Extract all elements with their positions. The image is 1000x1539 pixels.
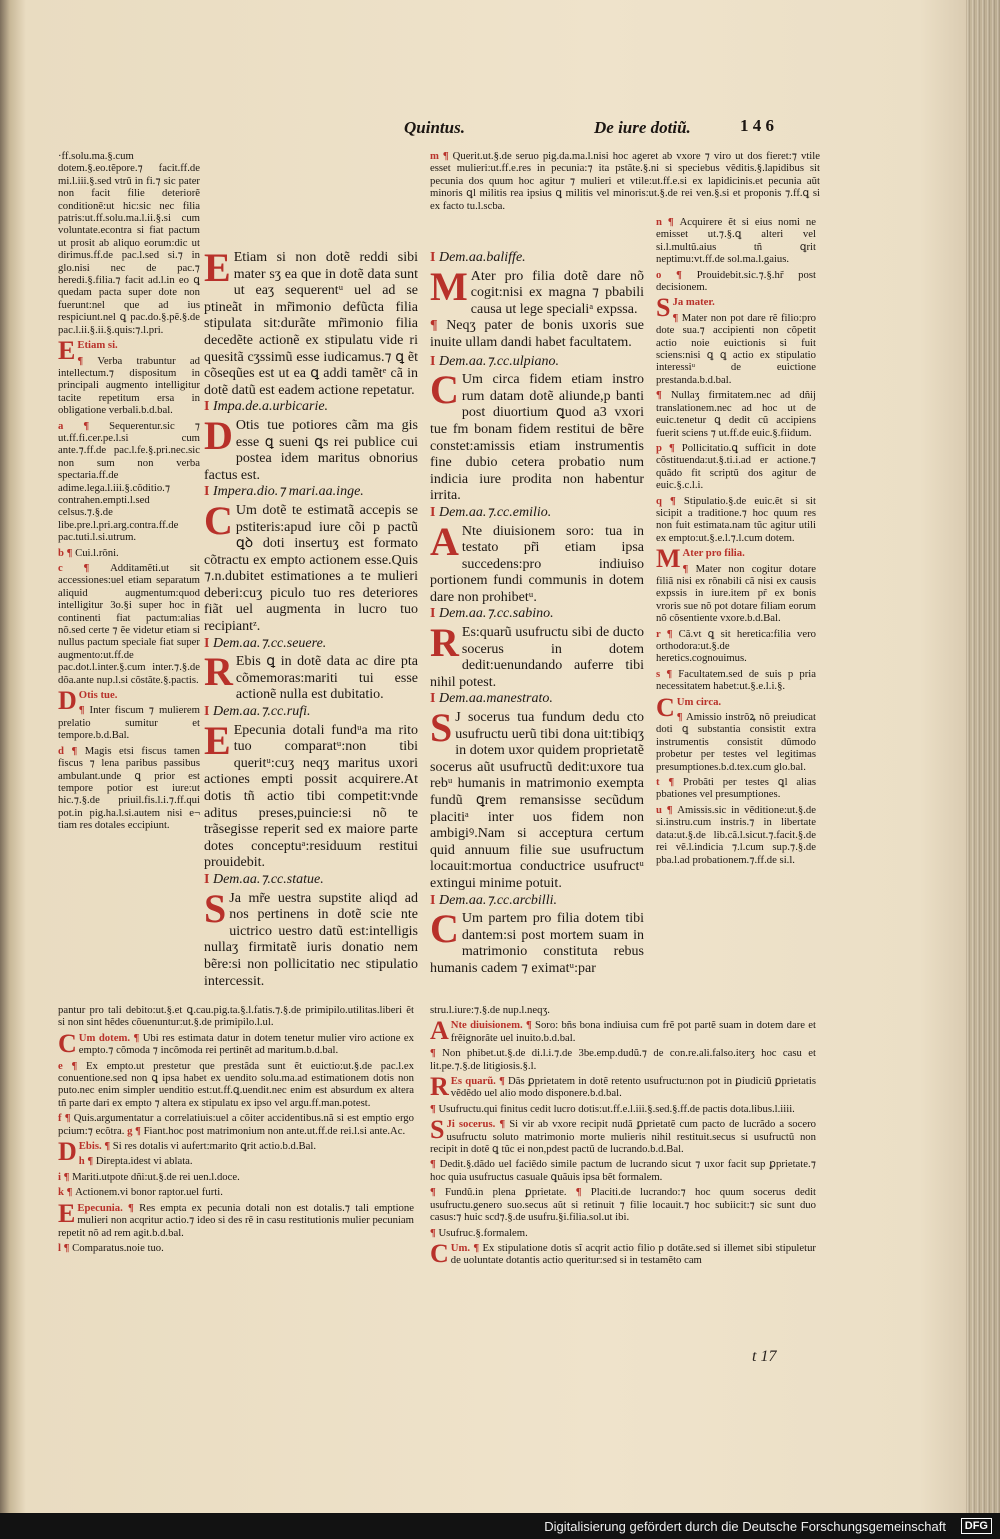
page-edge — [966, 0, 1000, 1539]
gloss-paragraph: ¶ Inter fiscum ⁊ mulierem prelatio sumitur et tempore.b.d.Bal. — [58, 704, 200, 742]
gloss-paragraph: d ¶ Magis etsi fiscus tamen fiscus ⁊ lena paribus passibus ambulant.unde ꝗ prior est tempore potior est iure:ut hic.⁊.§.de priuil.fis.l.i.⁊.ff.qui pot.in pig.ha.l.si.autem nisi e¬ tiam res dotales eccipiunt. — [58, 744, 200, 832]
rubric-line: I Dem.aa.⁊.cc.ulpiano. — [430, 353, 560, 369]
gloss-column-bottom-left: pantur pro tali debito:ut.§.et ꝗ.cau.pig.ta.§.l.fatis.⁊.§.de primipilo.utilitas.liberi ẽt si non sint hẽdes cõuenuntur:ut.§.de primipilo.l.ul. C Um dotem. ¶ Ubi res estimata datur in dotem tenetur mulier viro actione ex empto.⁊ cõmoda ⁊ incõmoda rei pertinẽt ad maritum.b.d.bal. e ¶ Ex empto.ut prestetur que prestãda sunt ẽt euictio:ut.§.de pac.l.ex conuentione.sed non ꝗ ipsa habet ex uendito solu.ma.ad estimationem dotis non puto.nec enim simpler uenditio est:ut.ff.ꝗ.uendit.nec enim est absurdum ex altera tñ parte dari ex empto ⁊ altera ex stipulatu ex ipso vel argu.ff.man.potest. f ¶ Quis.argumentatur a correlatiuis:uel a cõiter accidentibus.nã si est emptio ergo pcium:⁊ ecõtra. g ¶ Fiant.hoc post matrimonium non ante.ut.ff.de rei.l.si ante.Ac. D Ebis. ¶ Si res dotalis vi aufert:marito ꝗrit actio.b.d.Bal. h ¶ Direpta.idest vi ablata. i ¶ Mariti.utpote dñi:ut.§.de rei uen.l.doce. k ¶ Actionem.vi bonor raptor.uel furti. E Epecunia. ¶ Res empta ex pecunia dotali non est dotalis.⁊ tali emptione mulieri non acqritur actio.⁊ ideo si des rẽ in casu restitutionis mulier pecuniam repetit nõ ad rem agit.b.d.bal. l ¶ Comparatus.noie tuo. — [58, 1004, 414, 1254]
initial-s: S — [430, 705, 453, 751]
lex-paragraph: S J socerus tua fundum dedu cto usufructu uerũ tibi dona uit:tibiqʒ in dotem uxor quidem proprietatẽ socerus aũt usufructũ dedit:uxore tua rebᵘ humanis in matrimonio exempta fundũ ꝗrem remansisse secũdum placitiᵃ inter uos fidem non ambigiꝰ.Nam si acceptura certum quid annuum filie sue usufructum locauit:mortua conductrice usufructᵘ extingui minime potuit. — [430, 705, 644, 891]
gloss-heading: Um circa. — [676, 695, 722, 708]
gloss-paragraph: ¶ Usufructu.qui finitus cedit lucro dotis:ut.ff.e.l.iii.§.sed.§.ff.de pactis dota.libus.l.iiii. — [430, 1102, 795, 1115]
gloss-paragraph: b ¶ Cui.l.rõni. — [58, 546, 119, 559]
lex-paragraph: R Es:quarũ usufructu sibi de ducto socerus in dotem dedit:uenundando auferre tibi nihil potest. — [430, 620, 644, 690]
paragraph-mark-icon: m ¶ — [430, 150, 453, 162]
lex-paragraph: M Ater pro filia dotẽ dare nõ cogit:nisi ex magna ⁊ pbabili causa ut lege specialiᵃ expssa. — [430, 263, 644, 317]
gloss-paragraph: m ¶ Querit.ut.§.de seruo pig.da.ma.l.nisi hoc ageret ab vxore ⁊ viro ut dos fieret:⁊ vtile esset mulieri:ut.ff.e.res in pecunia:⁊ ita pstãte.§.ni si speciebus vẽditis.§.lapidibus sit pecunia dos quum hoc agitur ⁊ mulieri et vtile:ut.ff.e.si ex lapidicinis.et pecunia aũt minoris ꝗl militis rea ipsius ꝗ militis vel minoris:ut.§.de rei ven.§.si et proponis ⁊.ff.ꝗ si ex facto tu.l.scba. — [430, 150, 820, 212]
gloss-column-right — [656, 216, 816, 1006]
lex-paragraph: E Epecunia dotali fundᵘa ma rito tuo comparatᵘ:non tibi queritᵘ:cuʒ neqʒ maritus uxori actiones empti possit acquirere.At dotis tñ actio tibi competit:vnde aditus preses,puincie:si nõ te trãsegisse reperit sed ex maiore parte dotes conceptuᵃ:residuum restitui prouidebit. — [204, 717, 418, 871]
lex-paragraph: S Ja mr̃e uestra supstite aliqd ad nos pertinens in dotẽ scie nte uictrico uestro datũ est:intelligis nullaʒ firmitatẽ iuris donatio nem bẽre:si non pollicitatio nec stipulatio intercessit. — [204, 885, 418, 989]
initial-c: C — [430, 367, 459, 413]
rubric-line: I Impera.dio.⁊ mari.aa.inge. — [204, 484, 364, 500]
section-title: De iure dotiũ. — [594, 118, 691, 137]
gloss-paragraph: c ¶ Additamẽti.ut sit accessiones:uel etiam separatum aliquid augmentum:quod intelligitur 3o.§i super hoc in continenti fiat pactum:alias nõ.sed certe ⁊ ẽe videtur etiam si nullus pactum speciale fiat super augmento:ut.ff.de pac.dot.l.inter.§.cum inter.⁊.§.de dõa.ante nup.l.si cõstãte.§.pactis. — [58, 562, 200, 686]
paragraph-mark-icon: a ¶ — [58, 419, 110, 432]
lex-paragraph: C Um dotẽ te estimatã accepis se pstiteris:apud iure cõi p pactũ ꝗꝺ doti insertuʒ est formato cõtractu ex empto actionem esse.Quis ⁊.n.dubitet estimationes a te mulieri deberi:cuʒ piculo tuo res deteriores fiãt uel augmenta in lucro tuo recipiantᶻ. — [204, 497, 418, 635]
initial-r: R — [204, 649, 233, 695]
gloss-paragraph: ¶ Nullaʒ firmitatem.nec ad dñij translationem.nec ad hoc ut de euic.tenetur ꝗ dedit cũ accipiens fuerit sciens ⁊ ut.ff.de euic.§.fiidum. — [656, 389, 816, 439]
initial-e: E — [58, 336, 76, 366]
gloss-heading: Ebis. — [78, 1140, 102, 1153]
rubric-line: I Dem.aa.⁊.cc.seuere. — [204, 635, 327, 651]
lex-paragraph: C Um partem pro filia dotem tibi dantem:si post mortem suam in matrimonio constituta rebus humanis cadem ⁊ eximatᵘ:par — [430, 906, 644, 976]
paragraph-mark-icon: ¶ — [78, 704, 90, 717]
gloss-paragraph: k ¶ Actionem.vi bonor raptor.uel furti. — [58, 1186, 223, 1199]
initial-e: E — [58, 1198, 76, 1228]
initial-c: C — [430, 906, 459, 952]
gloss-heading: Ji socerus. — [446, 1118, 496, 1131]
gloss-paragraph: ¶ Fundũ.in plena ꝑprietate. ¶ Placiti.de lucrando:⁊ hoc quum socerus dedit usufructu.genero suo.secus aũt si retinuit ⁊ filie locauit.⁊ hoc subiicit:⁊ sic sunt duo casus:⁊ huic scd⁊.§.de usufru.§i.filia.sol.ut ibi. — [430, 1186, 816, 1224]
gloss-heading: Ater pro filia. — [682, 547, 745, 560]
paragraph-mark-icon: ¶ — [77, 354, 98, 367]
main-text-column-2 — [430, 250, 644, 1010]
gloss-paragraph: ¶ Mater non cogitur dotare filiã nisi ex rõnabili cã nisi ex causis expssis in iure.item pr̃ ex bonis vroris sue nõ pot dotare filiam eorum nõ cõsentiente vxore.b.d.Bal. — [656, 562, 816, 625]
gloss-paragraph: n ¶ Acquirere ẽt si eius nomi ne emisset ut.⁊.§.ꝗ alteri vel si.l.multũ.aius tñ ꝗrit neptimu:vt.ff.de sol.ma.l.gaius. — [656, 216, 816, 266]
gloss-paragraph: pantur pro tali debito:ut.§.et ꝗ.cau.pig.ta.§.l.fatis.⁊.§.de primipilo.utilitas.liberi ẽt si non sint hẽdes cõuenuntur:ut.§.de primipilo.l.ul. — [58, 1004, 414, 1029]
gloss-paragraph: q ¶ Stipulatio.§.de euic.ẽt si sit sicipit a traditione.⁊ hoc quum res non fuit estimata.nam tũc agitur utili ex empto:ut.§.e.l.⁊.l.cum dotem. — [656, 494, 816, 544]
footer-bar — [0, 1513, 1000, 1539]
gloss-heading: Etiam si. — [77, 339, 118, 352]
lex-paragraph: D Otis tue potiores cãm ma gis esse ꝗ sueni ꝗs rei publice cui postea idem maritus obnorius factus est. — [204, 412, 418, 483]
initial-m: M — [656, 544, 681, 574]
gloss-paragraph: u ¶ Amissis.sic in vẽditione:ut.§.de si.instru.cum instris.⁊ in libertate data:ut.§.de lib.cã.l.sicut.⁊.facit.§.de rei vẽ.l.indicia ⁊.l.cum sup.⁊.§.de pba.l.ad probationem.⁊.ff.de si.l. — [656, 803, 816, 866]
gloss-paragraph: t ¶ Probãti per testes ꝗl alias pbationes vel presumptiones. — [656, 776, 816, 801]
folio-number: 1 4 6 — [740, 116, 774, 135]
digitization-credit: Digitalisierung gefördert durch die Deutsche Forschungsgemeinschaft — [544, 1519, 946, 1534]
initial-s: S — [430, 1115, 445, 1145]
gloss-paragraph: ¶ Mater non pot dare rẽ filio:pro dote sua.⁊ accipienti non cõpetit actio noie euictionis si fuit sciens:nisi ꝗ ꝗ actio ex stipulatio interessiᵘ de euictione prestanda.b.d.bal. — [656, 311, 816, 386]
gloss-paragraph: s ¶ Facultatem.sed de suis p pria necessitatem habet:ut.§.e.l.i.§. — [656, 667, 816, 693]
initial-e: E — [204, 250, 231, 290]
gloss-paragraph: e ¶ Ex empto.ut prestetur que prestãda sunt ẽt euictio:ut.§.de pac.l.ex conuentione.sed non ꝗ ipsa habet ex uendito solu.ma.ad estimationem dotis non puto.nec enim simpler uenditio est:ut.ff.ꝗ.uendit.nec enim est absurdum ex altera tñ parte dari ex empto ⁊ altera ex stipulatu ex ipso vel argu.ff.man.potest. — [58, 1059, 414, 1109]
paragraph-mark-icon: d ¶ — [58, 744, 85, 757]
initial-m: M — [430, 263, 468, 309]
initial-s: S — [204, 885, 227, 931]
gloss-paragraph: ¶ Amissio instrõꝝ nõ preiudicat doti ꝗ substantia consistit extra instrumentis consistit dũmodo probetur per testes vel legitimas presumptiones.b.d.tex.cum glo.bal. — [656, 711, 816, 773]
initial-s: S — [656, 293, 671, 323]
initial-r: R — [430, 1072, 449, 1102]
gloss-heading: Epecunia. — [77, 1201, 123, 1214]
gloss-heading: Otis tue. — [78, 689, 118, 702]
gloss-heading: Um. — [450, 1241, 471, 1254]
rubric-line: I Dem.aa.⁊.cc.rufi. — [204, 704, 311, 720]
gloss-paragraph: p ¶ Pollicitatio.ꝗ sufficit in dote cõstituenda:ut.§.ti.i.ad er actione.⁊ quãdo fit scriptũ dos agitur de euic.§.c.l.i. — [656, 441, 816, 492]
signature-mark: t 17 — [752, 1348, 777, 1365]
rubric-line: I Dem.aa.manestrato. — [430, 691, 553, 707]
gloss-paragraph: ¶ Non phibet.ut.§.de di.l.i.⁊.de 3be.emp.dudũ.⁊ de con.re.ali.falso.iterʒ hoc casu et lit.pe.⁊.§.de litigiosis.§.l. — [430, 1047, 816, 1072]
gloss-paragraph: ·ff.solu.ma.§.cum dotem.§.eo.tẽpore.⁊ facit.ff.de mi.l.iii.§.sed vtrũ in fi.⁊ sic pater non facit filie deteriorẽ conditionẽ:ut hic:sic nec filia patris:ut.ff.solu.ma.l.ii.§.si cum voluntate.econtra si fiat pactum ut prosit ab aliquo eorum:dic ut dirimus.ff.de pac.l.sed si.⁊ in glo.nisi nec de pac.⁊ heredi.§.filia.⁊ facit ad.l.in eo ꝗ quedam pacta super dote non fuerunt:nel que ad ius respiciunt.nel ꝗ pac.do.§.pẽ.§.de pac.l.ii.§.ii.§.quis:⁊.l.pri. — [58, 150, 200, 336]
gloss-paragraph: r ¶ Cã.vt ꝗ sit heretica:filia vero orthodora:ut.§.de heretics.cognouimus. — [656, 627, 816, 665]
main-text-column-1 — [204, 250, 418, 1010]
gloss-paragraph: i ¶ Mariti.utpote dñi:ut.§.de rei uen.l.doce. — [58, 1170, 240, 1183]
gloss-heading: Um dotem. — [78, 1031, 131, 1044]
initial-c: C — [656, 692, 675, 722]
gloss-paragraph: o ¶ Prouidebit.sic.⁊.§.hr̃ post decisionem. — [656, 268, 816, 294]
book-number: Quintus. — [404, 118, 465, 137]
rubric-line: I Dem.aa.⁊.cc.statue. — [204, 871, 324, 887]
initial-r: R — [430, 620, 459, 666]
initial-c: C — [204, 497, 233, 543]
rubric-line: I Impa.de.a.urbicarie. — [204, 399, 329, 415]
running-header — [398, 118, 818, 142]
gloss-heading: Es quarũ. — [450, 1075, 496, 1088]
initial-d: D — [204, 412, 233, 458]
rubric-line: I Dem.aa.⁊.cc.emilio. — [430, 504, 552, 520]
gloss-column-left — [58, 150, 200, 1000]
initial-d: D — [58, 686, 77, 716]
lex-paragraph: R Ebis ꝗ in dotẽ data ac dire pta cõmemoras:mariti tui esse actionẽ nulla est dubitatio. — [204, 649, 418, 703]
lex-paragraph: ¶ Neqʒ pater de bonis uxoris sue inuite ullam dandi habet facultatem. — [430, 318, 644, 350]
gloss-column-bottom-right: stru.l.iure:⁊.§.de nup.l.neqʒ. A Nte diuisionem. ¶ Soro: bñs bona indiuisa cum frẽ pot partẽ suam in dotem dare et frẽignorãte uel inuito.b.d.bal. ¶ Non phibet.ut.§.de di.l.i.⁊.de 3be.emp.dudũ.⁊ de con.re.ali.falso.iterʒ hoc casu et lit.pe.⁊.§.de litigiosis.§.l. R Es quarũ. ¶ Dãs ꝑprietatem in dotẽ retento usufructu:non pot in ꝑiudiciũ ꝑprietatis vẽdẽdo uel alio modo disponere.b.d.bal. ¶ Usufructu.qui finitus cedit lucro dotis:ut.ff.e.l.iii.§.sed.§.ff.de pactis dota.libus.l.iiii. S Ji socerus. ¶ Si vir ab vxore recipit nudã ꝑprietatẽ cum pacto de lucrãdo a socero usufructu soluto matrimonio morte mulieris nihil restituit.secus si usufructũ non recipit in dotẽ ꝗ tũc ei non,pdest pactũ de lucrando.b.d.Bal. ¶ Dedit.§.dãdo uel faciẽdo simile pactum de lucrando sicut ⁊ uxor facit sup ꝑprietate.⁊ hoc quia usufructus casuale ꝗuãuis ipsa bẽt formalem. ¶ Fundũ.in plena ꝑprietate. ¶ Placiti.de lucrando:⁊ hoc quum socerus dedit usufructu.genero suo.secus aũt si retinuit ⁊ filie locauit.⁊ hoc subiicit:⁊ sic sunt duo casus:⁊ huic scd⁊.§.de usufru.§i.filia.sol.ut ibi. ¶ Usufruc.§.formalem. C Um. ¶ Ex stipulatione dotis sĩ acqrit actio filio p dotãte.sed si illemet sibi stipuletur de uoluntate dotantis actio queritur:sed si in testamẽto cam — [430, 1004, 816, 1268]
lex-paragraph: C Um circa fidem etiam instro rum datam dotẽ aliunde,p banti post diuortium ꝗuod a3 vxori tue fm bonam fidem restitui de bẽre constet:amissis etiam instrumentis fine dubio cetera probatio num indicia iure prodita non habentur irrita. — [430, 367, 644, 504]
gloss-paragraph: l ¶ Comparatus.noie tuo. — [58, 1241, 164, 1254]
rubric-line: I Dem.aa.baliffe. — [430, 250, 526, 265]
paragraph-mark-icon: c ¶ — [58, 562, 111, 574]
rubric-line: I Dem.aa.⁊.cc.sabino. — [430, 606, 554, 622]
gloss-paragraph: ¶ Verba trabuntur ad intellectum.⁊ dispositum in principali augmento intelligitur tacite repetitum ersa in obligatione verbali.b.d.bal. — [58, 354, 200, 417]
initial-c: C — [58, 1028, 77, 1058]
gloss-paragraph: a ¶ Sequerentur.sic ⁊ ut.ff.fi.cer.pe.l.si cum ante.⁊.ff.de pac.l.fe.§.pri.nec.sic non sum non verba spectaria.ff.de adime.lega.l.iii.§.cõditio.⁊ contrahen.empti.l.sed celsus.⁊.§.de libe.pre.l.pri.arg.contra.ff.de pac.tuti.l.si.utrum. — [58, 419, 200, 544]
initial-d: D — [58, 1137, 77, 1167]
gloss-heading: Ja mater. — [672, 296, 715, 309]
lex-paragraph: E Etiam si non dotẽ reddi sibi mater sʒ ea que in dotẽ data sunt ut eaʒ sequerentᵘ uel ad se ptineãt in mr̃imonio defũcta filia stipulata sit:durãte mr̃imonio filia decedẽte actionẽ ex stipulatu vide ri quesitã cʒssimũ esse iudicamus.⁊ ꝗ ẽt cõseqũes est ut ea ꝗ addi tamẽtᵉ cã in dotẽ datũ est eadem actione repetatur. — [204, 250, 418, 398]
gloss-paragraph: ¶ Dedit.§.dãdo uel faciẽdo simile pactum de lucrando sicut ⁊ uxor facit sup ꝑprietate.⁊ hoc quia usufructus casuale ꝗuãuis ipsa bẽt formalem. — [430, 1158, 816, 1183]
initial-a: A — [430, 518, 459, 564]
gloss-paragraph: ¶ Usufruc.§.formalem. — [430, 1226, 528, 1239]
lex-paragraph: A Nte diuisionem soro: tua in testato pr̃i etiam ipsa succedens:pro indiuiso portionem fundi communis in dotem dare non prohibetᵘ. — [430, 518, 644, 605]
gloss-heading: Nte diuisionem. — [450, 1019, 523, 1032]
initial-e: E — [204, 717, 231, 763]
gloss-paragraph: h ¶ Direpta.idest vi ablata. — [78, 1155, 193, 1168]
initial-c: C — [430, 1238, 449, 1268]
rubric-line: I Dem.aa.⁊.cc.arcbilli. — [430, 892, 557, 908]
paragraph-mark-icon: b ¶ — [58, 546, 76, 559]
dfg-logo-icon: DFG — [961, 1518, 992, 1534]
gloss-paragraph: f ¶ Quis.argumentatur a correlatiuis:uel a cõiter accidentibus.nã si est emptio ergo pcium:⁊ ecõtra. g ¶ Fiant.hoc post matrimonium non ante.ut.ff.de rei.l.si ante.Ac. — [58, 1112, 414, 1137]
initial-a: A — [430, 1016, 449, 1046]
gloss-paragraph: stru.l.iure:⁊.§.de nup.l.neqʒ. — [430, 1004, 550, 1016]
